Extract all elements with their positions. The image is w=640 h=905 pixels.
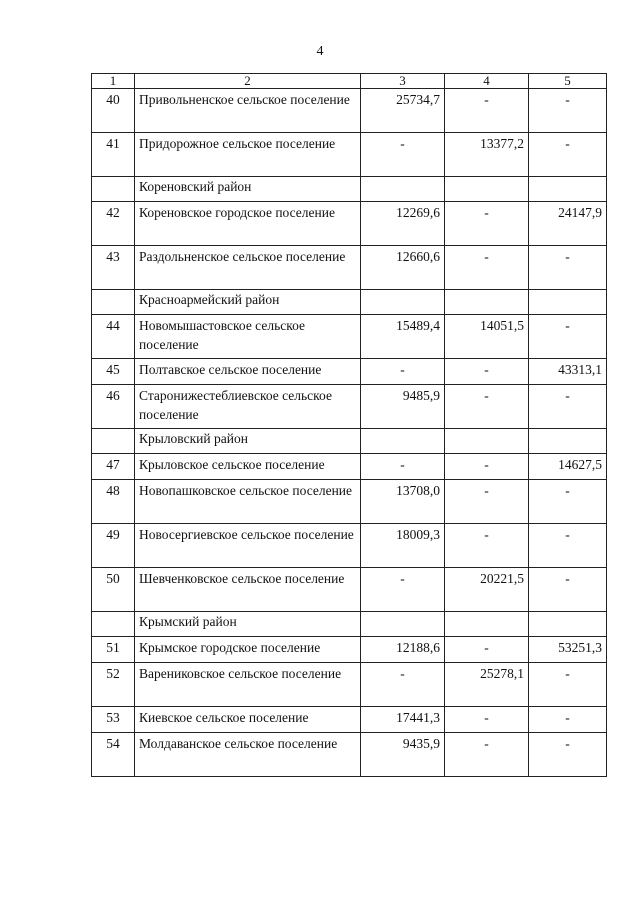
amount-c4: 14051,5 bbox=[445, 315, 529, 359]
table-row bbox=[92, 524, 607, 568]
column-number-row bbox=[92, 74, 607, 89]
row-number: 50 bbox=[92, 568, 135, 612]
row-number: 49 bbox=[92, 524, 135, 568]
table-row bbox=[92, 733, 607, 777]
amount-c3: 12269,6 bbox=[361, 202, 445, 246]
table-row bbox=[92, 385, 607, 429]
amount-c4: 25278,1 bbox=[445, 663, 529, 707]
value-cell bbox=[361, 177, 445, 202]
settlement-name: Новопашковское сельское поселение bbox=[135, 480, 361, 524]
amount-c4: - bbox=[445, 524, 529, 568]
amount-c5: - bbox=[529, 246, 607, 290]
amount-c3: 12188,6 bbox=[361, 637, 445, 663]
row-number-cell bbox=[92, 290, 135, 315]
row-number-cell bbox=[92, 429, 135, 454]
row-number: 51 bbox=[92, 637, 135, 663]
settlement-name: Привольненское сельское поселение bbox=[135, 89, 361, 133]
settlement-name: Киевское сельское поселение bbox=[135, 707, 361, 733]
settlement-name: Полтавское сельское поселение bbox=[135, 359, 361, 385]
amount-c3: 9485,9 bbox=[361, 385, 445, 429]
value-cell bbox=[361, 429, 445, 454]
amount-c3: - bbox=[361, 133, 445, 177]
district-name: Крымский район bbox=[135, 612, 361, 637]
district-row bbox=[92, 177, 607, 202]
settlement-name: Молдаванское сельское поселение bbox=[135, 733, 361, 777]
table-row bbox=[92, 480, 607, 524]
table-row bbox=[92, 133, 607, 177]
district-name: Красноармейский район bbox=[135, 290, 361, 315]
row-number: 41 bbox=[92, 133, 135, 177]
amount-c4: - bbox=[445, 202, 529, 246]
district-name: Крыловский район bbox=[135, 429, 361, 454]
amount-c4: - bbox=[445, 707, 529, 733]
table-row bbox=[92, 568, 607, 612]
table-row bbox=[92, 315, 607, 359]
table-row bbox=[92, 246, 607, 290]
row-number: 52 bbox=[92, 663, 135, 707]
amount-c4: - bbox=[445, 733, 529, 777]
amount-c3: 15489,4 bbox=[361, 315, 445, 359]
settlement-name: Шевченковское сельское поселение bbox=[135, 568, 361, 612]
value-cell bbox=[445, 177, 529, 202]
row-number: 45 bbox=[92, 359, 135, 385]
amount-c4: - bbox=[445, 89, 529, 133]
district-name: Кореновский район bbox=[135, 177, 361, 202]
value-cell bbox=[361, 290, 445, 315]
district-row bbox=[92, 290, 607, 315]
amount-c5: - bbox=[529, 480, 607, 524]
value-cell bbox=[529, 429, 607, 454]
value-cell bbox=[529, 177, 607, 202]
amount-c3: - bbox=[361, 359, 445, 385]
row-number: 44 bbox=[92, 315, 135, 359]
row-number-cell bbox=[92, 177, 135, 202]
amount-c3: - bbox=[361, 663, 445, 707]
settlement-name: Новосергиевское сельское поселение bbox=[135, 524, 361, 568]
amount-c5: - bbox=[529, 315, 607, 359]
amount-c4: - bbox=[445, 385, 529, 429]
table-body bbox=[92, 74, 607, 777]
row-number-cell bbox=[92, 612, 135, 637]
amount-c3: 18009,3 bbox=[361, 524, 445, 568]
amount-c5: - bbox=[529, 568, 607, 612]
amount-c3: 13708,0 bbox=[361, 480, 445, 524]
amount-c3: 17441,3 bbox=[361, 707, 445, 733]
amount-c4: - bbox=[445, 480, 529, 524]
column-number: 1 bbox=[92, 74, 135, 89]
value-cell bbox=[529, 290, 607, 315]
amount-c4: 13377,2 bbox=[445, 133, 529, 177]
row-number: 47 bbox=[92, 454, 135, 480]
value-cell bbox=[445, 290, 529, 315]
amount-c5: 14627,5 bbox=[529, 454, 607, 480]
settlement-name: Варениковское сельское поселение bbox=[135, 663, 361, 707]
amount-c3: - bbox=[361, 454, 445, 480]
table-row bbox=[92, 637, 607, 663]
amount-c5: - bbox=[529, 524, 607, 568]
settlement-name: Старонижестеблиевское сельское поселение bbox=[135, 385, 361, 429]
amount-c5: - bbox=[529, 733, 607, 777]
amount-c5: 53251,3 bbox=[529, 637, 607, 663]
row-number: 42 bbox=[92, 202, 135, 246]
row-number: 54 bbox=[92, 733, 135, 777]
value-cell bbox=[445, 429, 529, 454]
amount-c4: - bbox=[445, 359, 529, 385]
settlement-name: Раздольненское сельское поселение bbox=[135, 246, 361, 290]
table-row bbox=[92, 663, 607, 707]
page-number: 4 bbox=[316, 44, 324, 59]
amount-c5: - bbox=[529, 707, 607, 733]
table-row bbox=[92, 454, 607, 480]
amount-c3: 25734,7 bbox=[361, 89, 445, 133]
table-row bbox=[92, 89, 607, 133]
amount-c3: 12660,6 bbox=[361, 246, 445, 290]
amount-c5: 24147,9 bbox=[529, 202, 607, 246]
row-number: 53 bbox=[92, 707, 135, 733]
district-row bbox=[92, 429, 607, 454]
amount-c5: - bbox=[529, 89, 607, 133]
value-cell bbox=[529, 612, 607, 637]
column-number: 3 bbox=[361, 74, 445, 89]
amount-c4: - bbox=[445, 454, 529, 480]
amount-c4: - bbox=[445, 637, 529, 663]
district-row bbox=[92, 612, 607, 637]
amount-c3: 9435,9 bbox=[361, 733, 445, 777]
table-row bbox=[92, 202, 607, 246]
row-number: 43 bbox=[92, 246, 135, 290]
amount-c5: - bbox=[529, 385, 607, 429]
amount-c5: - bbox=[529, 133, 607, 177]
settlement-name: Крымское городское поселение bbox=[135, 637, 361, 663]
amount-c4: 20221,5 bbox=[445, 568, 529, 612]
amount-c5: 43313,1 bbox=[529, 359, 607, 385]
settlement-name: Придорожное сельское поселение bbox=[135, 133, 361, 177]
column-number: 4 bbox=[445, 74, 529, 89]
row-number: 46 bbox=[92, 385, 135, 429]
column-number: 5 bbox=[529, 74, 607, 89]
settlement-name: Кореновское городское поселение bbox=[135, 202, 361, 246]
budget-table bbox=[91, 73, 607, 777]
settlement-name: Крыловское сельское поселение bbox=[135, 454, 361, 480]
amount-c4: - bbox=[445, 246, 529, 290]
row-number: 48 bbox=[92, 480, 135, 524]
table-row bbox=[92, 707, 607, 733]
value-cell bbox=[445, 612, 529, 637]
table-row bbox=[92, 359, 607, 385]
value-cell bbox=[361, 612, 445, 637]
row-number: 40 bbox=[92, 89, 135, 133]
amount-c5: - bbox=[529, 663, 607, 707]
settlement-name: Новомышастовское сельское поселение bbox=[135, 315, 361, 359]
amount-c3: - bbox=[361, 568, 445, 612]
column-number: 2 bbox=[135, 74, 361, 89]
